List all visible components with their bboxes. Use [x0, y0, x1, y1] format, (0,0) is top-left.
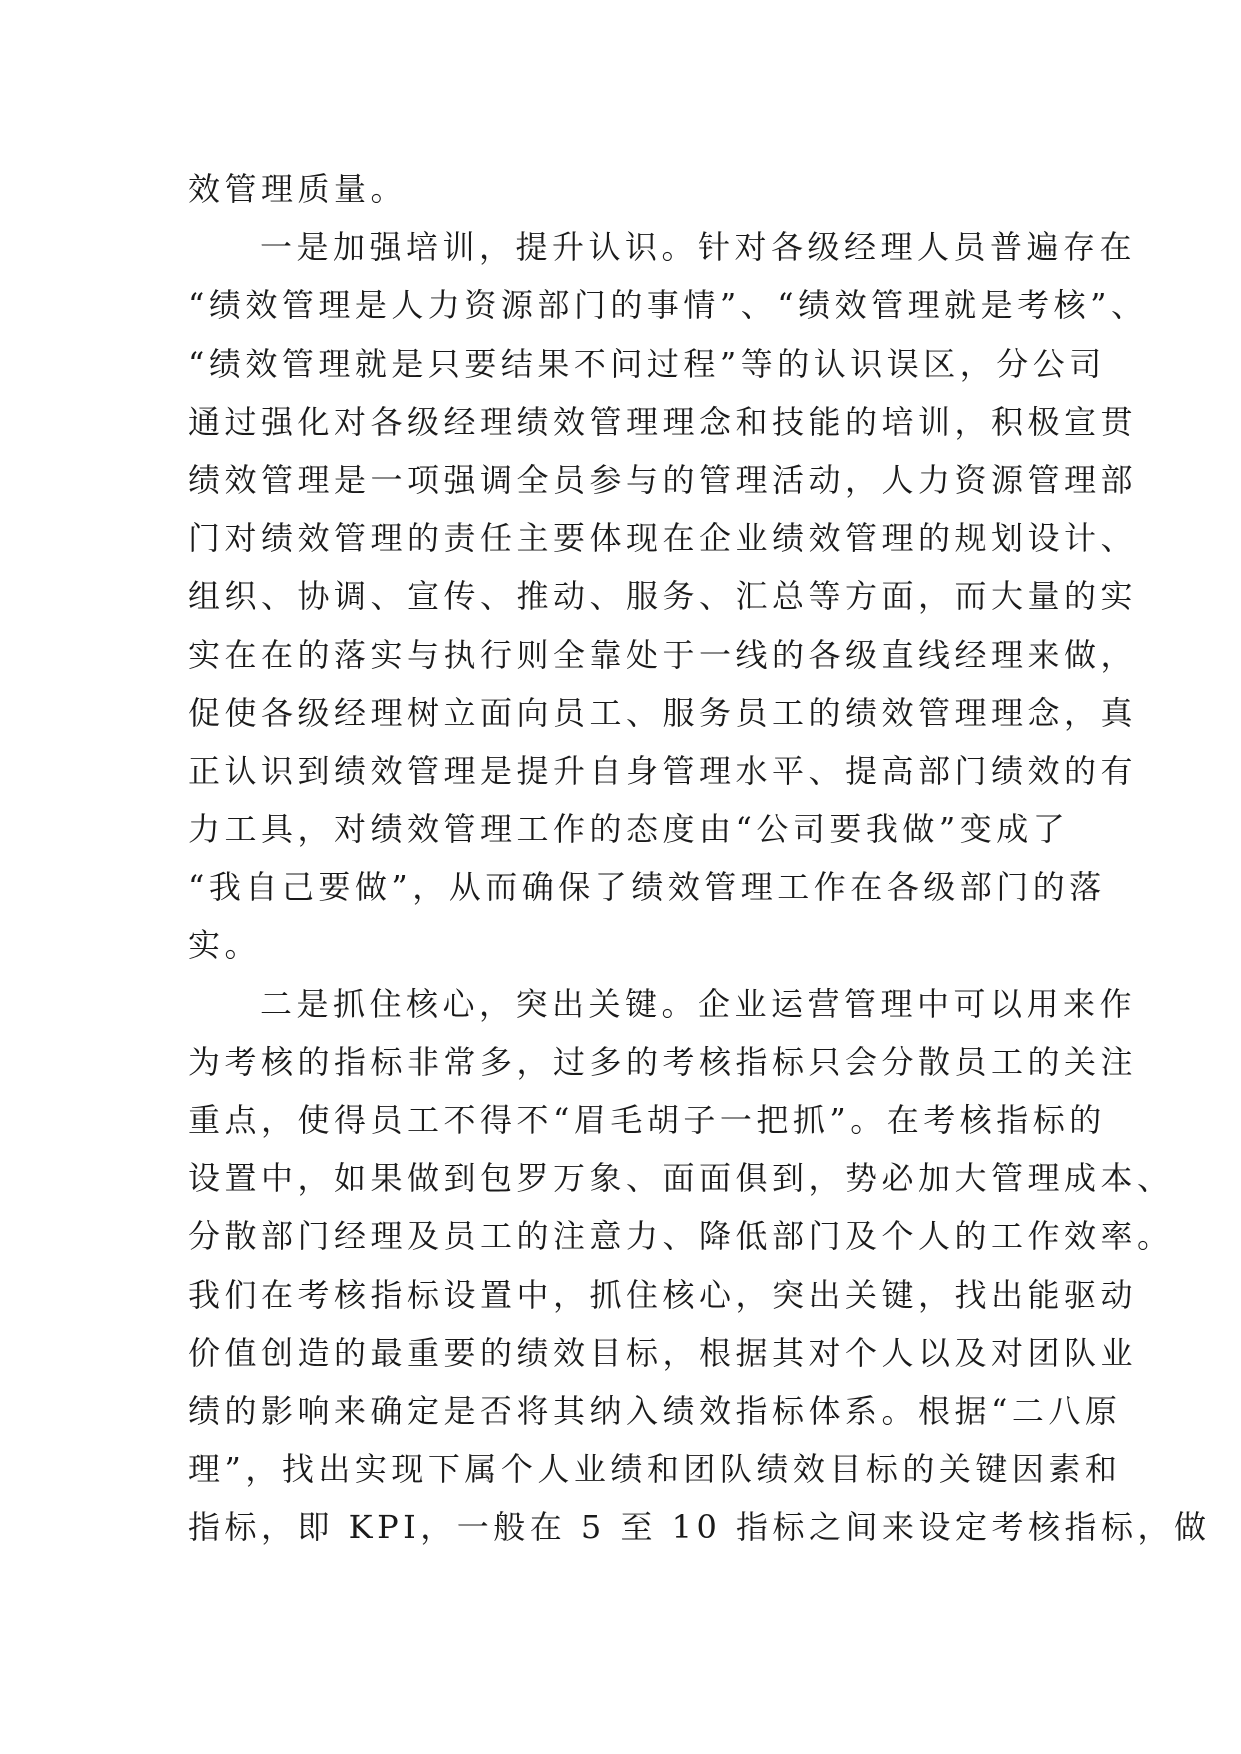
paragraph	[188, 975, 1211, 1557]
text-line: 实在在的落实与执行则全靠处于一线的各级直线经理来做，	[188, 635, 1138, 674]
text-line: “绩效管理就是只要结果不问过程”等的认识误区，分公司	[188, 344, 1106, 383]
text-line: 我们在考核指标设置中，抓住核心，突出关键，找出能驱动	[188, 1275, 1138, 1314]
text-line: 绩效管理是一项强调全员参与的管理活动，人力资源管理部	[188, 460, 1138, 499]
text-line: “绩效管理是人力资源部门的事情”、“绩效管理就是考核”、	[188, 286, 1148, 325]
text-line: 理”，找出实现下属个人业绩和团队绩效目标的关键因素和	[188, 1450, 1122, 1489]
paragraph	[188, 218, 1148, 974]
text-line: 实。	[188, 926, 262, 965]
text-line: 正认识到绩效管理是提升自身管理水平、提高部门绩效的有	[188, 751, 1138, 790]
text-line: 门对绩效管理的责任主要体现在企业绩效管理的规划设计、	[188, 519, 1138, 558]
text-line: 设置中，如果做到包罗万象、面面俱到，势必加大管理成本、	[188, 1159, 1174, 1198]
text-line: 为考核的指标非常多，过多的考核指标只会分散员工的关注	[188, 1042, 1138, 1081]
text-line: 通过强化对各级经理绩效管理理念和技能的培训，积极宣贯	[188, 402, 1138, 441]
text-line: 分散部门经理及员工的注意力、降低部门及个人的工作效率。	[188, 1217, 1174, 1256]
text-line: “我自己要做”，从而确保了绩效管理工作在各级部门的落	[188, 868, 1106, 907]
text-line: 效管理质量。	[188, 170, 408, 208]
text-line: 价值创造的最重要的绩效目标，根据其对个人以及对团队业	[188, 1333, 1138, 1372]
document-body	[188, 160, 1211, 1557]
text-line: 组织、协调、宣传、推动、服务、汇总等方面，而大量的实	[188, 577, 1138, 616]
text-line: 一是加强培训，提升认识。针对各级经理人员普遍存在	[260, 228, 1137, 267]
paragraph	[188, 160, 1068, 218]
text-line: 二是抓住核心，突出关键。企业运营管理中可以用来作	[260, 984, 1137, 1023]
text-line: 力工具，对绩效管理工作的态度由“公司要我做”变成了	[188, 810, 1070, 849]
text-line: 促使各级经理树立面向员工、服务员工的绩效管理理念，真	[188, 693, 1138, 732]
text-line: 重点，使得员工不得不“眉毛胡子一把抓”。在考核指标的	[188, 1101, 1106, 1139]
text-line: 绩的影响来确定是否将其纳入绩效指标体系。根据“二八原	[188, 1391, 1122, 1430]
text-line: 指标，即 KPI，一般在 5 至 10 指标之间来设定考核指标，做	[188, 1508, 1211, 1547]
